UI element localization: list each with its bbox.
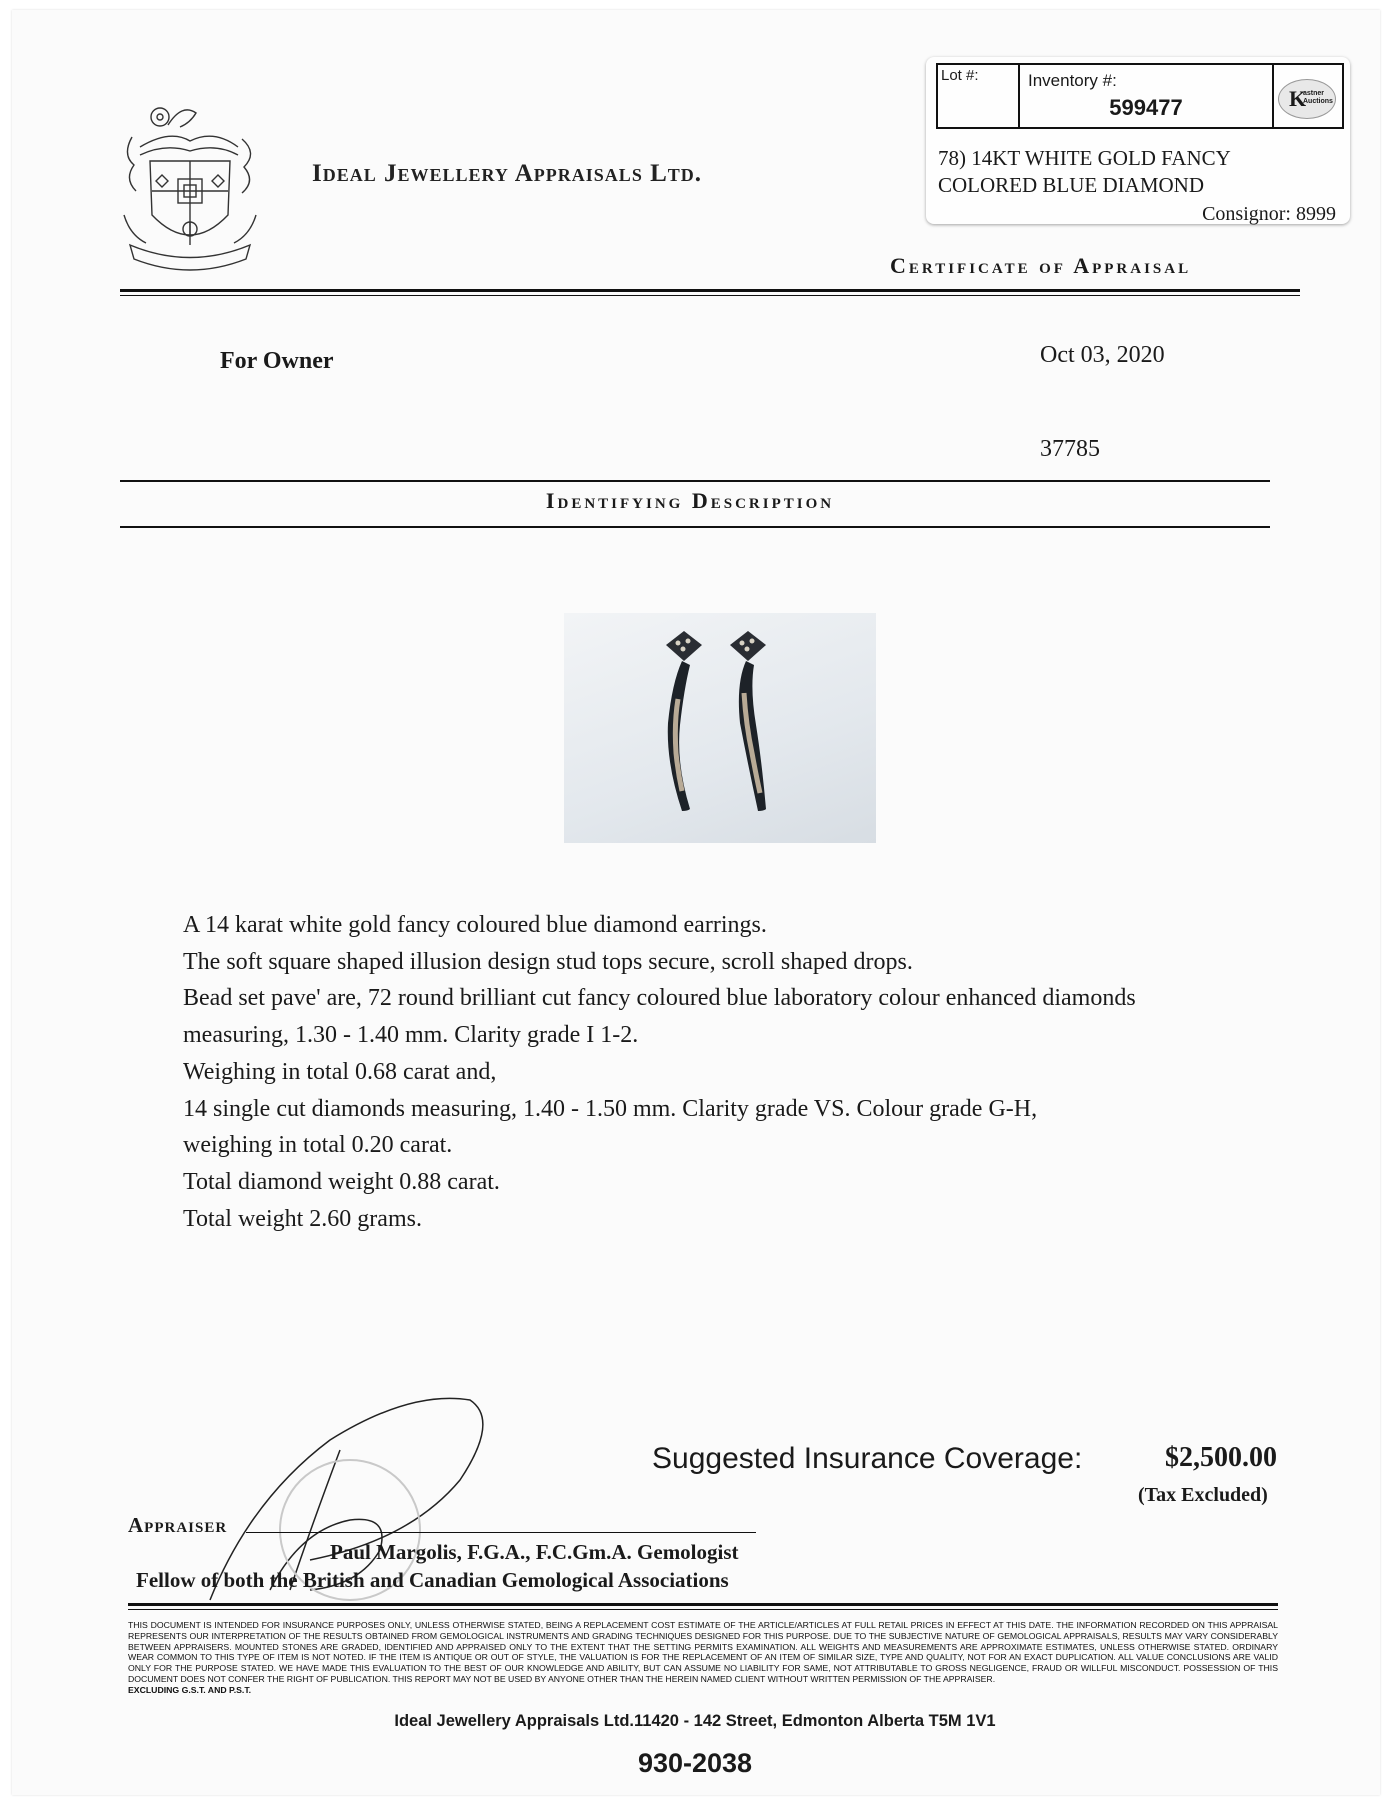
lot-label: Lot #: (941, 67, 979, 84)
appraiser-name: Paul Margolis, F.G.A., F.C.Gm.A. Gemologist (330, 1540, 739, 1564)
section-rule-top (120, 480, 1270, 482)
lot-cell (938, 65, 1020, 127)
header-rule (120, 289, 1300, 292)
lot-sticker (926, 57, 1350, 224)
logo-text-2: Auctions (1303, 98, 1333, 105)
reference-number: 37785 (1040, 436, 1100, 462)
excluding-note: EXCLUDING G.S.T. AND P.S.T. (128, 1684, 252, 1695)
inventory-value: 599477 (1109, 95, 1183, 120)
footer-phone: 930-2038 (637, 1748, 753, 1778)
item-description (183, 907, 1136, 1237)
coat-of-arms-icon (110, 95, 270, 280)
appraiser-label: Appraiser (128, 1513, 228, 1537)
description-line: Total diamond weight 0.88 carat. (183, 1168, 500, 1195)
description-line: A 14 karat white gold fancy coloured blue diamond earrings. (183, 912, 767, 938)
sticker-desc-line: 78) 14KT WHITE GOLD FANCY (938, 146, 1231, 170)
logo-text (1303, 90, 1333, 106)
footer-rule (128, 1603, 1278, 1606)
certificate-title: Certificate of Appraisal (890, 253, 1192, 278)
coverage-value: $2,500.00 (1165, 1442, 1277, 1473)
earrings-image (564, 613, 876, 843)
header-rule-thin (120, 295, 1300, 296)
owner-label: For Owner (220, 348, 334, 374)
auction-logo (1278, 79, 1336, 119)
footer-rule-thin (128, 1609, 1278, 1610)
lot-table (936, 63, 1344, 129)
description-line: Bead set pave' are, 72 round brilliant cut fancy coloured blue laboratory colour enhanced diamonds (183, 985, 1136, 1012)
footer-address: Ideal Jewellery Appraisals Ltd.11420 - 142 Street, Edmonton Alberta T5M 1V1 (394, 1712, 996, 1730)
logo-letter: K (1289, 86, 1307, 111)
inventory-label: Inventory #: (1028, 71, 1117, 90)
description-line: The soft square shaped illusion design stud tops secure, scroll shaped drops. (183, 948, 913, 975)
description-line: weighing in total 0.20 carat. (183, 1132, 453, 1159)
tax-note: (Tax Excluded) (1138, 1484, 1268, 1506)
consignor: Consignor: 8999 (1202, 203, 1336, 225)
appraiser-fellow: Fellow of both the British and Canadian Gemological Associations (136, 1568, 729, 1592)
company-name: Ideal Jewellery Appraisals Ltd. (312, 160, 703, 187)
disclaimer-text: THIS DOCUMENT IS INTENDED FOR INSURANCE PURPOSES ONLY, UNLESS OTHERWISE STATED, BEING A REPLACEMENT COST ESTIMATE OF THE ARTICLE/ARTICLES AT FULL RETAIL PRICES IN EFFECT AT THIS DATE. THE INFORMATION RECORDED ON THIS APPRAISAL REPRESENTS OUR INTERPRETATION OF THE RESULTS OBTAINED FROM GEMOLOGICAL INSTRUMENTS AND GRADING TECHNIQUES DESIGNED FOR THIS PURPOSE. DUE TO THE SUBJECTIVE NATURE OF GEMOLOGICAL APPRAISALS, RESULTS MAY VARY CONSIDERABLY BETWEEN APPRAISERS. MOUNTED STONES ARE GRADED, IDENTIFIED AND APPRAISED ONLY TO THE EXTENT THAT THE SETTING PERMITS EXAMINATION. ALL WEIGHTS AND MEASUREMENTS ARE APPROXIMATE ESTIMATES, UNLESS OTHERWISE STATED. ORDINARY WEAR COMMON TO THIS TYPE OF ITEM IS NOT NOTED. IF THE ITEM IS ANTIQUE OR OUT OF STYLE, THE VALUATION IS FOR THE REPLACEMENT OF AN ITEM OF SIMILAR SIZE, TYPE AND QUALITY, NOT FOR AN EXACT DUPLICATION. ALL VALUE CONCLUSIONS ARE VALID ONLY FOR THE PURPOSE STATED. WE HAVE MADE THIS EVALUATION TO THE BEST OF OUR KNOWLEDGE AND ABILITY, BUT CAN ASSUME NO LIABILITY FOR SAME, NOT ATTRIBUTABLE TO GROSS NEGLIGENCE, FRAUD OR WILLFUL MISCONDUCT. POSSESSION OF THIS DOCUMENT DOES NOT CONFER THE RIGHT OF PUBLICATION. THIS REPORT MAY NOT BE USED BY ANYONE OTHER THAN THE HEREIN NAMED CLIENT WITHOUT WRITTEN PERMISSION OF THE APPRAISER. (128, 1620, 1278, 1684)
logo-text-1: astner (1303, 90, 1325, 97)
description-line: Weighing in total 0.68 carat and, (183, 1058, 497, 1085)
coverage-label: Suggested Insurance Coverage: (652, 1442, 1083, 1475)
earrings-photo (564, 613, 876, 843)
inventory-cell (1020, 65, 1274, 127)
disclaimer (128, 1620, 1278, 1696)
description-line: Total weight 2.60 grams. (183, 1205, 422, 1232)
signature-line (246, 1532, 756, 1533)
description-line: measuring, 1.30 - 1.40 mm. Clarity grade I 1-2. (183, 1022, 639, 1049)
description-line: 14 single cut diamonds measuring, 1.40 - 1.50 mm. Clarity grade VS. Colour grade G-H, (183, 1095, 1038, 1122)
section-rule-bottom (120, 526, 1270, 528)
identifying-title: Identifying Description (545, 488, 835, 513)
sticker-desc-line: COLORED BLUE DIAMOND (938, 173, 1204, 197)
sticker-description (938, 145, 1231, 199)
certificate-date: Oct 03, 2020 (1040, 342, 1165, 368)
